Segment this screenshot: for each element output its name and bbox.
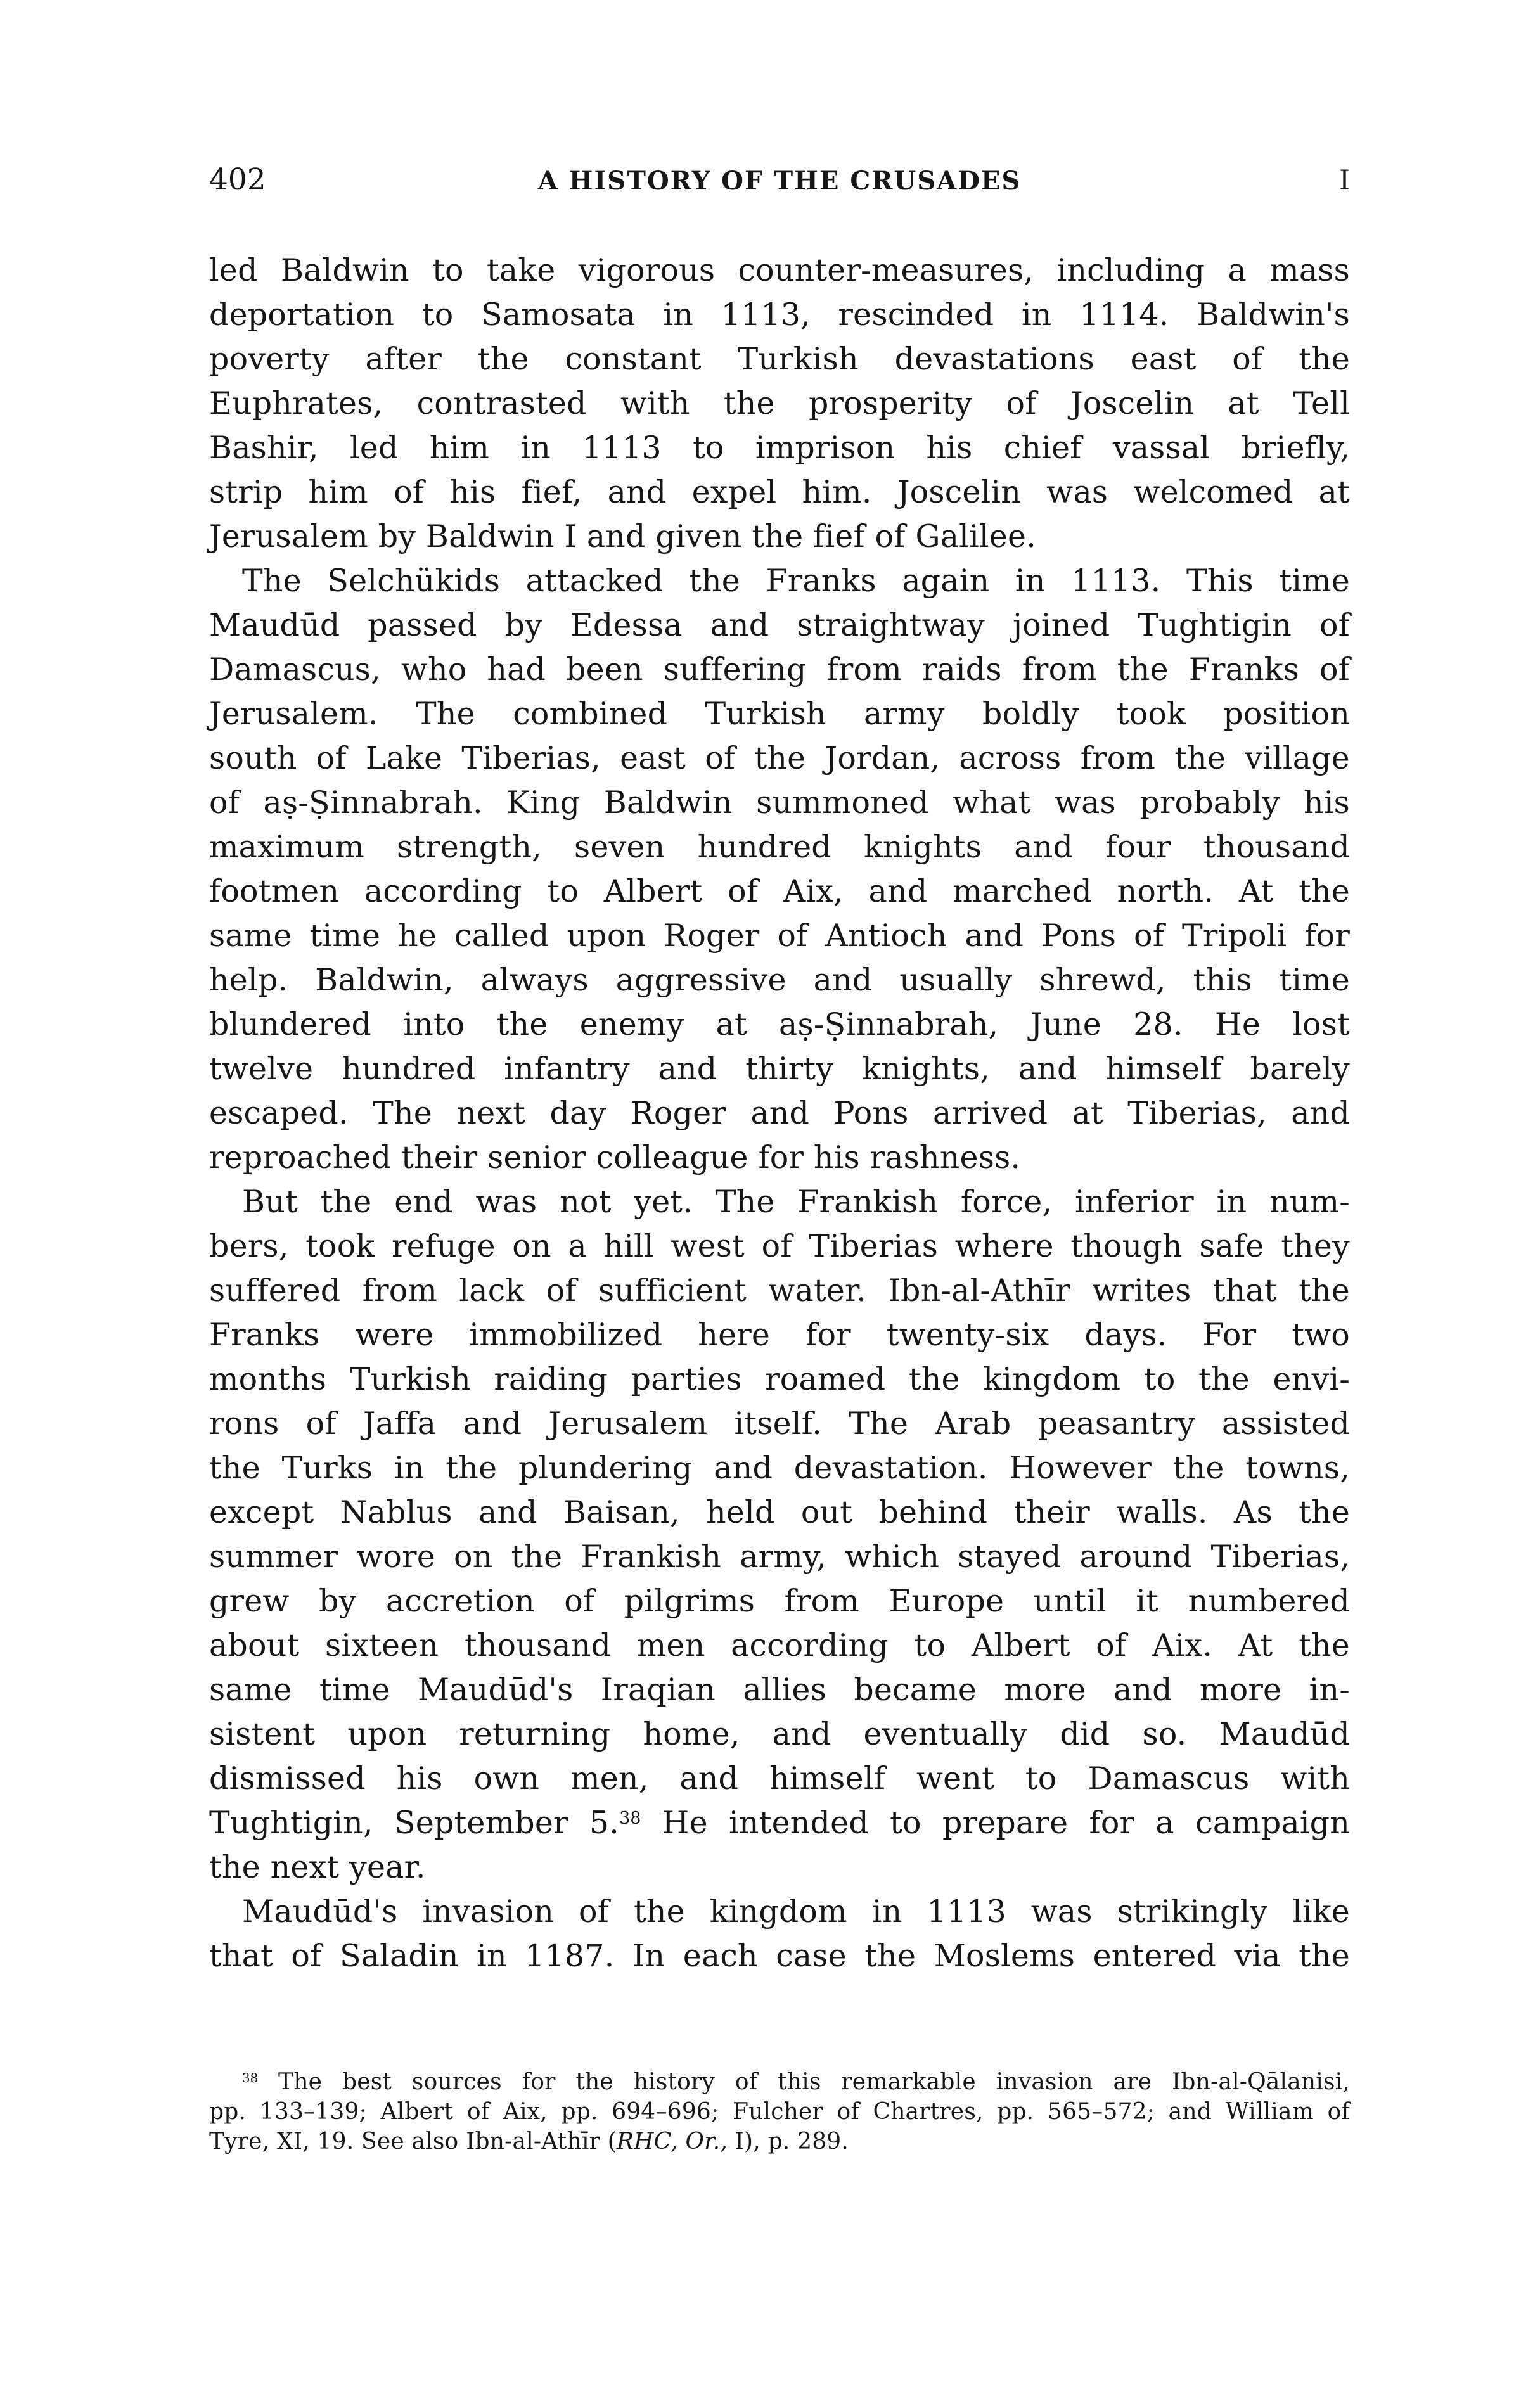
volume-numeral: I <box>1339 165 1350 196</box>
text-line: Jerusalem by Baldwin I and given the fief of Galilee. <box>209 518 1036 554</box>
text-line: escaped. The next day Roger and Pons arrived at Tiberias, and <box>209 1095 1350 1131</box>
text-line: Bashir, led him in 1113 to imprison his chief vassal briefly, <box>209 430 1350 466</box>
text-line: rons of Jaffa and Jerusalem itself. The Arab peasantry assisted <box>209 1406 1350 1442</box>
text-line: help. Baldwin, always aggressive and usually shrewd, this time <box>209 962 1350 998</box>
running-title: A HISTORY OF THE CRUSADES <box>537 166 1022 196</box>
text-line: about sixteen thousand men according to Albert of Aix. At the <box>209 1627 1350 1663</box>
text-line: bers, took refuge on a hill west of Tiberias where though safe they <box>209 1228 1350 1264</box>
body-text <box>209 248 1350 1978</box>
text-line: same time Maudūd's Iraqian allies became more and more in- <box>209 1672 1350 1708</box>
text-line: sistent upon returning home, and eventually did so. Maudūd <box>209 1716 1350 1752</box>
text-line: summer wore on the Frankish army, which stayed around Tiberias, <box>209 1539 1350 1575</box>
text-line: Maudūd passed by Edessa and straightway joined Tughtigin of <box>209 607 1350 643</box>
text-line: footmen according to Albert of Aix, and marched north. At the <box>209 873 1350 909</box>
text-line: poverty after the constant Turkish devastations east of the <box>209 341 1350 377</box>
text-line: months Turkish raiding parties roamed the kingdom to the envi- <box>209 1361 1350 1397</box>
footnote <box>209 2067 1350 2156</box>
text-line: The Selchükids attacked the Franks again in 1113. This time <box>242 563 1350 599</box>
text-line: of aṣ-Ṣinnabrah. King Baldwin summoned what was probably his <box>209 785 1350 821</box>
page-number: 402 <box>209 162 266 197</box>
text-line: south of Lake Tiberias, east of the Jordan, across from the village <box>209 740 1350 776</box>
text-line: Tughtigin, September 5.38 He intended to prepare for a campaign <box>209 1805 1351 1841</box>
text-line: led Baldwin to take vigorous counter-measures, including a mass <box>209 252 1350 288</box>
text-line: Jerusalem. The combined Turkish army boldly took position <box>209 696 1350 732</box>
text-line: Damascus, who had been suffering from raids from the Franks of <box>209 651 1350 688</box>
text-line: except Nablus and Baisan, held out behind their walls. As the <box>209 1494 1350 1530</box>
text-line: strip him of his fief, and expel him. Joscelin was welcomed at <box>209 474 1350 510</box>
footnote-line: Tyre, XI, 19. See also Ibn-al-Athīr (RHC, Or., I), p. 289. <box>209 2129 849 2155</box>
footnote-line: pp. 133–139; Albert of Aix, pp. 694–696; Fulcher of Chartres, pp. 565–572; and William of <box>209 2099 1350 2125</box>
text-line: grew by accretion of pilgrims from Europe until it numbered <box>209 1583 1350 1619</box>
text-line: blundered into the enemy at aṣ-Ṣinnabrah, June 28. He lost <box>209 1006 1350 1042</box>
text-line: deportation to Samosata in 1113, rescinded in 1114. Baldwin's <box>209 297 1350 333</box>
text-line: Euphrates, contrasted with the prosperity of Joscelin at Tell <box>209 385 1350 421</box>
text-line: the Turks in the plundering and devastation. However the towns, <box>209 1450 1350 1486</box>
paragraph <box>209 1890 1350 1978</box>
text-line: dismissed his own men, and himself went to Damascus with <box>209 1760 1350 1796</box>
text-line: maximum strength, seven hundred knights and four thousand <box>209 829 1350 865</box>
text-line: But the end was not yet. The Frankish force, inferior in num- <box>242 1184 1350 1220</box>
page-header <box>209 162 1350 197</box>
text-line: Maudūd's invasion of the kingdom in 1113 was strikingly like <box>242 1893 1350 1930</box>
text-line: the next year. <box>209 1849 426 1885</box>
paragraph <box>209 1180 1350 1890</box>
paragraph <box>209 559 1350 1180</box>
footnote-line: $^{38}$ The best sources for the history of this remarkable invasion are Ibn-al-Qālanisi, <box>242 2069 1350 2095</box>
text-line: twelve hundred infantry and thirty knights, and himself barely <box>209 1051 1350 1087</box>
text-line: Franks were immobilized here for twenty-six days. For two <box>209 1317 1350 1353</box>
paragraph <box>209 248 1350 559</box>
text-line: same time he called upon Roger of Antioch and Pons of Tripoli for <box>209 918 1350 954</box>
text-line: reproached their senior colleague for his rashness. <box>209 1139 1021 1175</box>
text-line: that of Saladin in 1187. In each case the Moslems entered via the <box>209 1938 1350 1974</box>
text-line: suffered from lack of sufficient water. Ibn-al-Athīr writes that the <box>209 1272 1350 1309</box>
